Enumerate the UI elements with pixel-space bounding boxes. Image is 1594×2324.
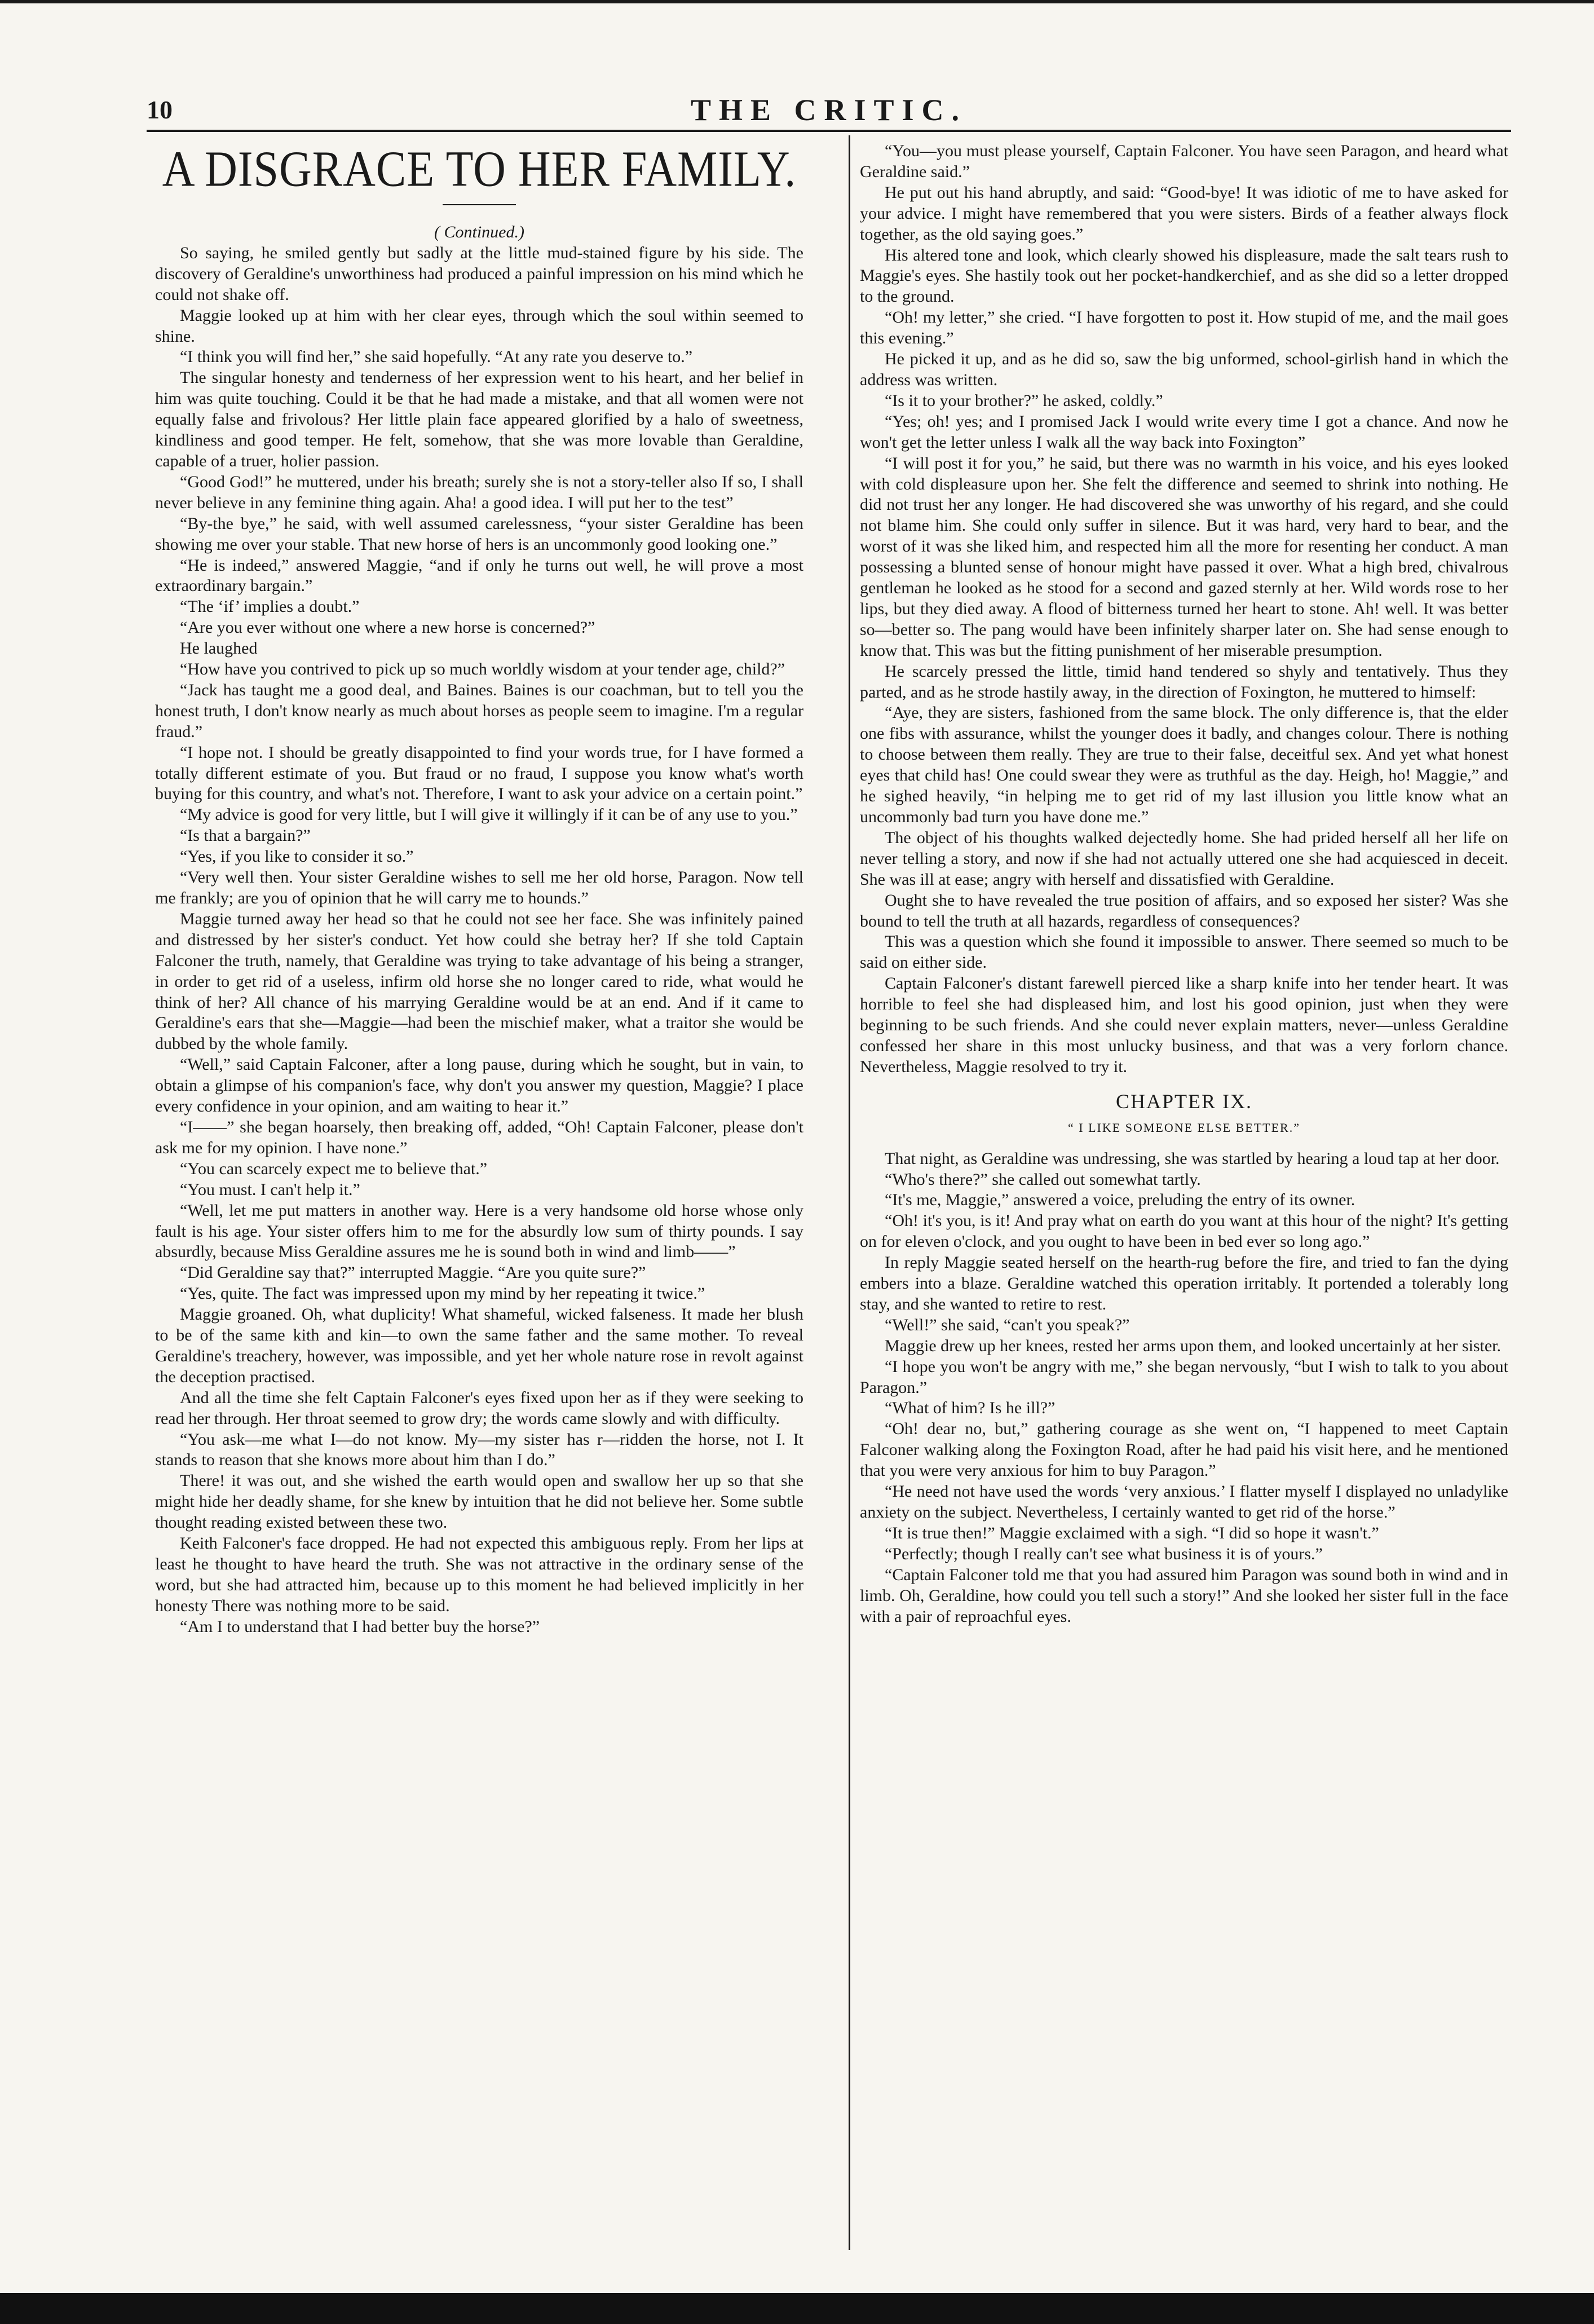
paragraph: “You must. I can't help it.” [180, 1180, 360, 1199]
paragraph: “Jack has taught me a good deal, and Baines. Baines is our coachman, but to tell you the honest truth, I don't know nearly as much about horses as people seem to imagine. I'm a regular fraud.” [155, 680, 803, 741]
paragraph: “Yes, quite. The fact was impressed upon my mind by her repeating it twice.” [180, 1284, 705, 1303]
paragraph: “You—you must please yourself, Captain Falconer. You have seen Paragon, and heard what Geraldine said.” [860, 142, 1508, 181]
paragraph: “Well!” she said, “can't you speak?” [885, 1315, 1130, 1334]
paragraph: “He is indeed,” answered Maggie, “and if only he turns out well, he will prove a most extraordinary bargain.” [155, 555, 803, 596]
chapter-title: CHAPTER IX. [1115, 1090, 1252, 1113]
paragraph: “Are you ever without one where a new horse is concerned?” [180, 618, 595, 637]
paragraph: “The ‘if’ implies a doubt.” [180, 597, 360, 616]
paragraph: “It is true then!” Maggie exclaimed with a sigh. “I did so hope it wasn't.” [885, 1523, 1379, 1542]
paragraph: “Perfectly; though I really can't see what business it is of yours.” [885, 1544, 1323, 1563]
paragraph: And all the time she felt Captain Falconer's eyes fixed upon her as if they were seeking to read her through. Her throat seemed to grow dry; the words came slowly and with difficulty. [155, 1388, 803, 1428]
paragraph: So saying, he smiled gently but sadly at the little mud-stained figure by his side. The discovery of Geraldine's unworthiness had produced a painful impression on his mind which he could not shake off. [155, 243, 803, 304]
article-title: A DISGRACE TO HER FAMILY. [162, 142, 797, 197]
right-column [860, 141, 1508, 1627]
paragraph: “What of him? Is he ill?” [885, 1399, 1056, 1418]
masthead: THE CRITIC. [690, 93, 968, 127]
paragraph: Maggie drew up her knees, rested her arms upon them, and looked uncertainly at her sister. [885, 1336, 1501, 1355]
paragraph: Maggie groaned. Oh, what duplicity! What shameful, wicked falseness. It made her blush to be of the same kith and kin—to own the same father and the same mother. To reveal Geraldine's treachery, however, was impossible, and yet her whole nature rose in revolt against the deception practised. [155, 1305, 803, 1386]
paragraph: “Yes, if you like to consider it so.” [180, 847, 414, 866]
right-paragraphs [860, 141, 1508, 1078]
chapter-subtitle: “ I LIKE SOMEONE ELSE BETTER.” [1068, 1120, 1300, 1135]
top-border-rule [0, 0, 1594, 3]
paragraph: “Very well then. Your sister Geraldine wishes to sell me her old horse, Paragon. Now tell me frankly; are you of opinion that he will carry me to hounds.” [155, 868, 803, 907]
paragraph: He scarcely pressed the little, timid hand tendered so shyly and tentatively. Thus they parted, and as he strode hastily away, in the direction of Foxington, he muttered to himself: [860, 662, 1508, 702]
paragraph: “Is that a bargain?” [180, 826, 311, 845]
paragraph: “Oh! my letter,” she cried. “I have forgotten to post it. How stupid of me, and the mail goes this evening.” [860, 308, 1508, 348]
paragraph: He laughed [180, 639, 258, 658]
left-paragraphs [155, 243, 803, 1638]
bottom-border-bar [0, 2293, 1594, 2324]
paragraph: “Yes; oh! yes; and I promised Jack I would write every time I got a chance. And now he won't get the letter unless I walk all the way back into Foxington” [860, 412, 1508, 452]
paragraph: In reply Maggie seated herself on the hearth-rug before the fire, and tried to fan the dying embers into a blaze. Geraldine watched this operation irritably. It portended a tolerably long stay, and she wanted to retire to rest. [860, 1253, 1508, 1313]
chapter-paragraphs [860, 1149, 1508, 1628]
paragraph: Captain Falconer's distant farewell pierced like a sharp knife into her tender heart. It was horrible to feel she had displeased him, and lost his good opinion, just when they were beginning to be such friends. And she could never explain matters, never—unless Geraldine confessed her share in this most unlucky business, and that was a very forlorn chance. Nevertheless, Maggie resolved to try it. [860, 974, 1508, 1076]
paragraph: His altered tone and look, which clearly showed his displeasure, made the salt tears rush to Maggie's eyes. She hastily took out her pocket-handkerchief, and as she did so a letter dropped to the ground. [860, 245, 1508, 306]
paragraph: “Captain Falconer told me that you had assured him Paragon was sound both in wind and in limb. Oh, Geraldine, how could you tell such a story!” And she looked her sister full in the face with a pair of reproachful eyes. [860, 1565, 1508, 1626]
left-column [155, 141, 803, 1638]
paragraph: That night, as Geraldine was undressing, she was startled by hearing a loud tap at her door. [885, 1149, 1500, 1168]
paragraph: He picked it up, and as he did so, saw the big unformed, school-girlish hand in which the address was written. [860, 350, 1508, 389]
title-rule [443, 204, 516, 205]
paragraph: “My advice is good for very little, but I will give it willingly if it can be of any use to you.” [180, 805, 798, 824]
paragraph: “I think you will find her,” she said hopefully. “At any rate you deserve to.” [180, 347, 693, 367]
paragraph: “He need not have used the words ‘very anxious.’ I flatter myself I displayed no unladylike anxiety on the subject. Nevertheless, I certainly wanted to get rid of the horse.” [860, 1482, 1508, 1522]
paragraph: “Did Geraldine say that?” interrupted Maggie. “Are you quite sure?” [180, 1263, 646, 1282]
paragraph: “You ask—me what I—do not know. My—my sister has r—ridden the horse, not I. It stands to reason that she knows more about him than I do.” [155, 1430, 803, 1470]
paragraph: “Good God!” he muttered, under his breath; surely she is not a story-teller also If so, I shall never believe in any feminine thing again. Aha! a good idea. I will put her to the test” [155, 472, 803, 512]
paragraph: Maggie looked up at him with her clear eyes, through which the soul within seemed to shine. [155, 306, 803, 346]
paragraph: “You can scarcely expect me to believe that.” [180, 1159, 488, 1178]
page-number: 10 [147, 95, 173, 124]
paragraph: “Am I to understand that I had better buy the horse?” [180, 1617, 540, 1636]
paragraph: This was a question which she found it impossible to answer. There seemed so much to be said on either side. [860, 932, 1508, 972]
paragraph: There! it was out, and she wished the earth would open and swallow her up so that she might hide her deadly shame, for she knew by intuition that he did not believe her. Some subtle thought reading existed between these two. [155, 1471, 803, 1532]
paragraph: The singular honesty and tenderness of her expression went to his heart, and her belief in him was quite touching. Could it be that he had made a mistake, and that all women were not equally false and frivolous? Her little plain face appeared glorified by a halo of sweetness, kindliness and good temper. He felt, somehow, that she was more lovable than Geraldine, capable of a truer, holier passion. [155, 368, 803, 470]
paragraph: Keith Falconer's face dropped. He had not expected this ambiguous reply. From her lips at least he thought to have heard the truth. She was not attractive in the ordinary sense of the word, but she had attracted him, because up to this moment he had believed implicitly in her honesty There was nothing more to be said. [155, 1534, 803, 1615]
header-rule [147, 130, 1511, 132]
paragraph: “Aye, they are sisters, fashioned from the same block. The only difference is, that the elder one fibs with assurance, whilst the younger does it badly, and changes colour. There is nothing to choose between them really. They are true to their false, deceitful sex. And yet what honest eyes that child has! One could swear they were as truthful as the day. Heigh, ho! Maggie,” and he sighed heavily, “in helping me to get rid of my last illusion you little know what an uncommonly bad turn you have done me.” [860, 703, 1508, 826]
paragraph: “By-the bye,” he said, with well assumed carelessness, “your sister Geraldine has been showing me over your stable. That new horse of hers is an uncommonly good looking one.” [155, 514, 803, 554]
paragraph: “Well, let me put matters in another way. Here is a very handsome old horse whose only fault is his age. Your sister offers him to me for the absurdly low sum of thirty pounds. I say absurdly, because Miss Geraldine assures me he is sound both in wind and limb——” [155, 1201, 803, 1262]
paragraph: He put out his hand abruptly, and said: “Good-bye! It was idiotic of me to have asked for your advice. I might have remembered that you were sisters. Birds of a feather always flock together, as the old saying goes.” [860, 183, 1508, 244]
paragraph: “Oh! dear no, but,” gathering courage as she went on, “I happened to meet Captain Falconer walking along the Foxington Road, after he had paid his visit here, and he mentioned that you were very anxious for him to buy Paragon.” [860, 1419, 1508, 1480]
paragraph: “Is it to your brother?” he asked, coldly.” [885, 391, 1163, 410]
paragraph: The object of his thoughts walked dejectedly home. She had prided herself all her life on never telling a story, and now if she had not actually uttered one she had acquiesced in deceit. She was ill at ease; angry with herself and dissatisfied with Geraldine. [860, 828, 1508, 889]
paragraph: “I hope not. I should be greatly disappointed to find your words true, for I have formed a totally different estimate of you. But fraud or no fraud, I suppose you know what's worth buying for this country, and what's not. Therefore, I want to ask your advice on a certain point.” [155, 743, 803, 804]
paragraph: “How have you contrived to pick up so much worldly wisdom at your tender age, child?” [180, 660, 785, 679]
paragraph: “I will post it for you,” he said, but there was no warmth in his voice, and his eyes looked with cold displeasure upon her. She felt the difference and seemed to shrink into nothing. He did not trust her any longer. He had discovered she was unworthy of his regard, and she could not blame him. She could only suffer in silence. But it was hard, very hard to bear, and the worst of it was she liked him, and respected him all the more for resenting her conduct. A man possessing a blunted sense of honour might have passed it over. What a high bred, chivalrous gentleman he looked as he stood for a second and gazed sternly at her. Wild words rose to her lips, but they died away. A flood of bitterness turned her heart to stone. Ah! well. It was better so—better so. The pang would have been infinitely sharper later on. She had sense enough to know that. This was but the fitting punishment of her miserable presumption. [860, 453, 1508, 660]
column-divider [849, 135, 850, 2250]
paragraph: “Who's there?” she called out somewhat tartly. [885, 1170, 1201, 1189]
paragraph: “Well,” said Captain Falconer, after a long pause, during which he sought, but in vain, to obtain a glimpse of his companion's face, why don't you answer my question, Maggie? I place every confidence in your opinion, and am waiting to hear it.” [155, 1055, 803, 1116]
paragraph: Ought she to have revealed the true position of affairs, and so exposed her sister? Was she bound to tell the truth at all hazards, regardless of consequences? [860, 890, 1508, 931]
paragraph: “It's me, Maggie,” answered a voice, preluding the entry of its owner. [885, 1190, 1355, 1210]
article-subtitle: ( Continued.) [434, 223, 524, 241]
paragraph: Maggie turned away her head so that he could not see her face. She was infinitely pained and distressed by her sister's conduct. Yet how could she betray her? If she told Captain Falconer the truth, namely, that Geraldine was trying to take advantage of his being a stranger, in order to get rid of a useless, infirm old horse she no longer cared to ride, what would he think of her? All chance of his marrying Geraldine would be at an end. And if it came to Geraldine's ears that she—Maggie—had been the mischief maker, what a traitor she would be dubbed by the whole family. [155, 909, 803, 1053]
paragraph: “I hope you won't be angry with me,” she began nervously, “but I wish to talk to you about Paragon.” [860, 1357, 1508, 1397]
paragraph: “I——” she began hoarsely, then breaking off, added, “Oh! Captain Falconer, please don't ask me for my opinion. I have none.” [155, 1117, 803, 1157]
paragraph: “Oh! it's you, is it! And pray what on earth do you want at this hour of the night? It's getting on for eleven o'clock, and you ought to have been in bed ever so long ago.” [860, 1211, 1508, 1251]
page-header [147, 95, 1511, 129]
